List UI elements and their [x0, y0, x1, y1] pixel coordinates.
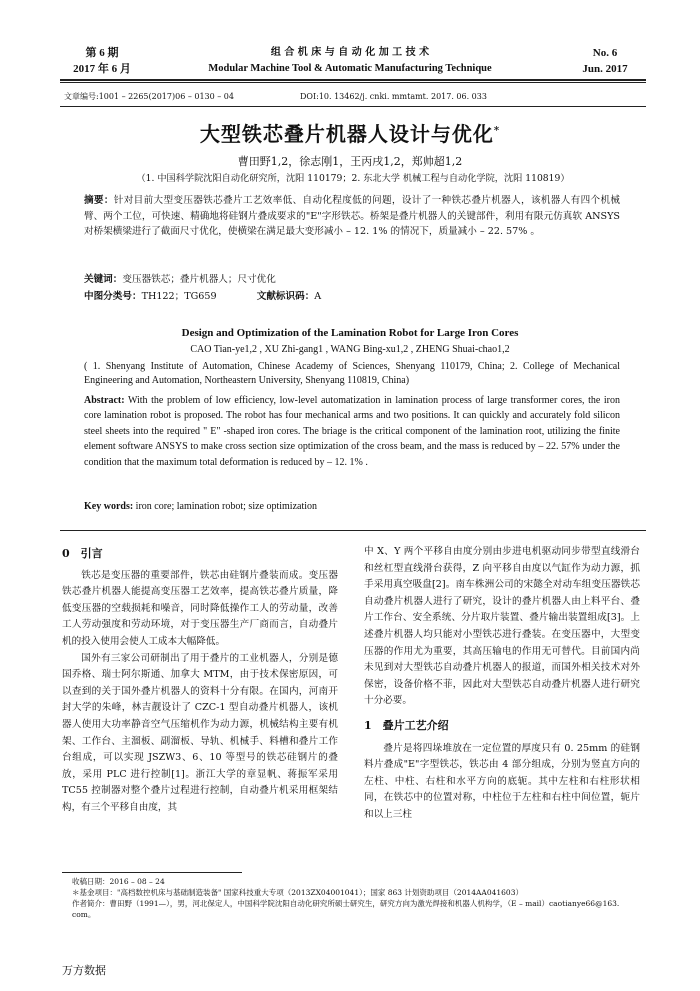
section-0-paragraph: 国外有三家公司研制出了用于叠片的工业机器人，分别是德国乔格、瑞士阿尔斯通、加拿大 MTM，由于技术保密原因，可以查到的关于国外叠片机器人的资料十分有限。在国内，河南开封大学的朱峰，林吉靓设计了 CZC-1 型自动叠片机器人，该机器人使用大功率静音空气压缩机作为动力源，机械结构主要有机架、工作台、主溜板、副溜板、导轨、机械手、料槽和叠片工作台组成，可以实现 JSZW3、6、10 等型号的铁芯硅钢片的叠放，采用 PLC 进行控制[1]。浙江大学的章显帆、蒋振军采用 TC55 控制器对整个叠片过程进行控制，自动叠片机采用框架结构，有三个平移自由度，其	[62, 652, 338, 813]
footer-watermark: 万方数据	[62, 964, 106, 977]
right-column	[364, 544, 640, 824]
article-number: 文章编号:1001 – 2265(2017)06 – 0130 – 04	[64, 92, 234, 101]
footnote-author: 作者简介：曹田野（1991—），男，河北保定人，中国科学院沈阳自动化研究所硕士研究生，研究方向为激光焊接和机器人机构学，（E – mail）caotianye66@163. com。	[72, 899, 620, 919]
footnote-received: 收稿日期：2016 – 08 – 24	[72, 877, 165, 886]
footnotes	[72, 876, 642, 920]
abstract-en-text: With the problem of low efficiency, low-level automatization in lamination process of large transformer cores, the iron core lamination robot is proposed. The robot has four mechanical arms and two positions. It can quickly and accurately fold silicon steel sheets into the required " E" -shaped iron cores. The briage is the critical component of the lamination root, utilizing the finite element software ANSYS to make cross section size optimization of the cross beam, and the mass is reduced by – 22. 57% under the condition that the maximum total deformation is reduced by – 12. 1% .	[84, 395, 620, 468]
abstract-cn	[84, 193, 620, 240]
abstract-cn-text: 针对目前大型变压器铁芯叠片工艺效率低、自动化程度低的问题，设计了一种铁芯叠片机器人，该机器人有四个机械臂、两个工位，可快速、精确地将硅钢片叠成要求的"E"字形铁芯。桥架是叠片机器人的关键部件，利用有限元仿真软 ANSYS 对桥架横梁进行了截面尺寸优化，使横梁在满足最大变形减小 – 12. 1% 的情况下，质量减小 – 22. 57% 。	[84, 195, 620, 238]
doc-code-value: A	[314, 291, 322, 302]
authors-cn: 曹田野1,2，徐志刚1，王丙戌1,2，郑帅超1,2	[237, 155, 463, 168]
left-column	[62, 546, 338, 817]
affiliation-cn: （1. 中国科学院沈阳自动化研究所，沈阳 110179；2. 东北大学 机械工程与自动化学院，沈阳 110819）	[136, 173, 570, 184]
header-rule-thin	[60, 82, 646, 83]
footnote-fund: ＊基金项目："高档数控机床与基础制造装备" 国家科技重大专项（2013ZX04001041）；国家 863 计划资助项目（2014AA041603）	[72, 888, 523, 897]
issue-cn: 第 6 期	[85, 47, 119, 59]
date-cn: 2017 年 6 月	[73, 63, 131, 75]
classification	[84, 289, 620, 305]
affiliation-en: ( 1. Shenyang Institute of Automation, Chinese Academy of Sciences, Shenyang 110179, China; 2. College of Mechanical Engineering and Automation, Northeastern University, Shenyang 110819, China)	[84, 361, 620, 386]
section-1-heading: 1 叠片工艺介绍	[364, 718, 449, 732]
section-1-paragraph: 叠片是将四垛堆放在一定位置的厚度只有 0. 25mm 的硅钢料片叠成"E"字型铁芯，铁芯由 4 部分组成，分别为竖直方向的左柱、中柱、右柱和水平方向的底轭。其中左柱和右柱形状相同，在铁芯中的位置对称，中柱位于左柱和右柱中间位置，轭片和以上三柱	[364, 742, 640, 820]
abstract-en	[84, 393, 620, 470]
clc-label: 中图分类号：	[84, 291, 142, 302]
journal-title-cn: 组 合 机 床 与 自 动 化 加 工 技 术	[270, 47, 430, 58]
keywords-cn-text: 变压器铁芯；叠片机器人；尺寸优化	[122, 274, 276, 285]
keywords-cn	[84, 272, 620, 288]
info-rule	[60, 106, 646, 107]
title-text: 大型铁芯叠片机器人设计与优化	[199, 122, 494, 146]
footnote-rule	[62, 872, 242, 873]
keywords-cn-label: 关键词：	[84, 274, 123, 285]
authors-en: CAO Tian-ye1,2 , XU Zhi-gang1 , WANG Bing-xu1,2 , ZHENG Shuai-chao1,2	[190, 344, 510, 355]
abstract-en-label: Abstract:	[84, 395, 125, 406]
keywords-en	[84, 500, 620, 514]
date-en: Jun. 2017	[582, 63, 628, 75]
header-rule	[60, 79, 646, 81]
page-title	[100, 118, 600, 147]
doi: DOI:10. 13462/j. cnki. mmtamt. 2017. 06. 033	[300, 92, 487, 101]
keywords-en-label: Key words:	[84, 501, 134, 512]
clc-value: TH122；TG659	[141, 291, 217, 302]
journal-title-en: Modular Machine Tool & Automatic Manufacturing Technique	[208, 63, 492, 74]
abstract-cn-label: 摘要：	[84, 195, 114, 206]
section-0-heading: 0 引言	[62, 547, 103, 560]
right-paragraph: 中 X、Y 两个平移自由度分别由步进电机驱动同步带型直线滑台和丝杠型直线滑台获得，Z 向平移自由度以气缸作为动力源，抓手采用真空吸盘[2]。南车株洲公司的宋懿全对动车组变压器铁芯自动叠片机器人进行了研究，设计的叠片机器人由上料平台、叠片工作台、安全系统、分片取片装置、叠片输出装置组成[3]。上述叠片机器人均只能对小型铁芯进行叠装。在变压器中，大型变压器的作用尤为重要，其高压输电的作用无可替代。目前国内尚未见到对大型铁芯自动叠片机器人的报道，而国外相关技术对外保密，设备价格不菲，因此对大型铁芯自动叠片机器人进行研究十分必要。	[364, 546, 640, 707]
title-footnote-mark: *	[493, 125, 501, 137]
keywords-en-text: iron core; lamination robot; size optimization	[133, 501, 318, 512]
issue-en: No. 6	[592, 47, 618, 59]
abstract-rule	[60, 530, 646, 531]
section-0-paragraph: 铁芯是变压器的重要部件，铁芯由硅钢片叠装而成。变压器铁芯叠片机器人能提高变压器工艺效率，提高铁芯叠片质量，降低变压器的空载损耗和噪音，同时降低操作工人的劳动量，改善工人劳动强度和劳动环境，对于变压器生产厂商而言，自动叠片机的投入使用会使人工成本大幅降低。	[62, 569, 338, 647]
doc-code-label: 文献标识码：	[256, 291, 315, 302]
title-en: Design and Optimization of the Lamination Robot for Large Iron Cores	[181, 327, 519, 339]
